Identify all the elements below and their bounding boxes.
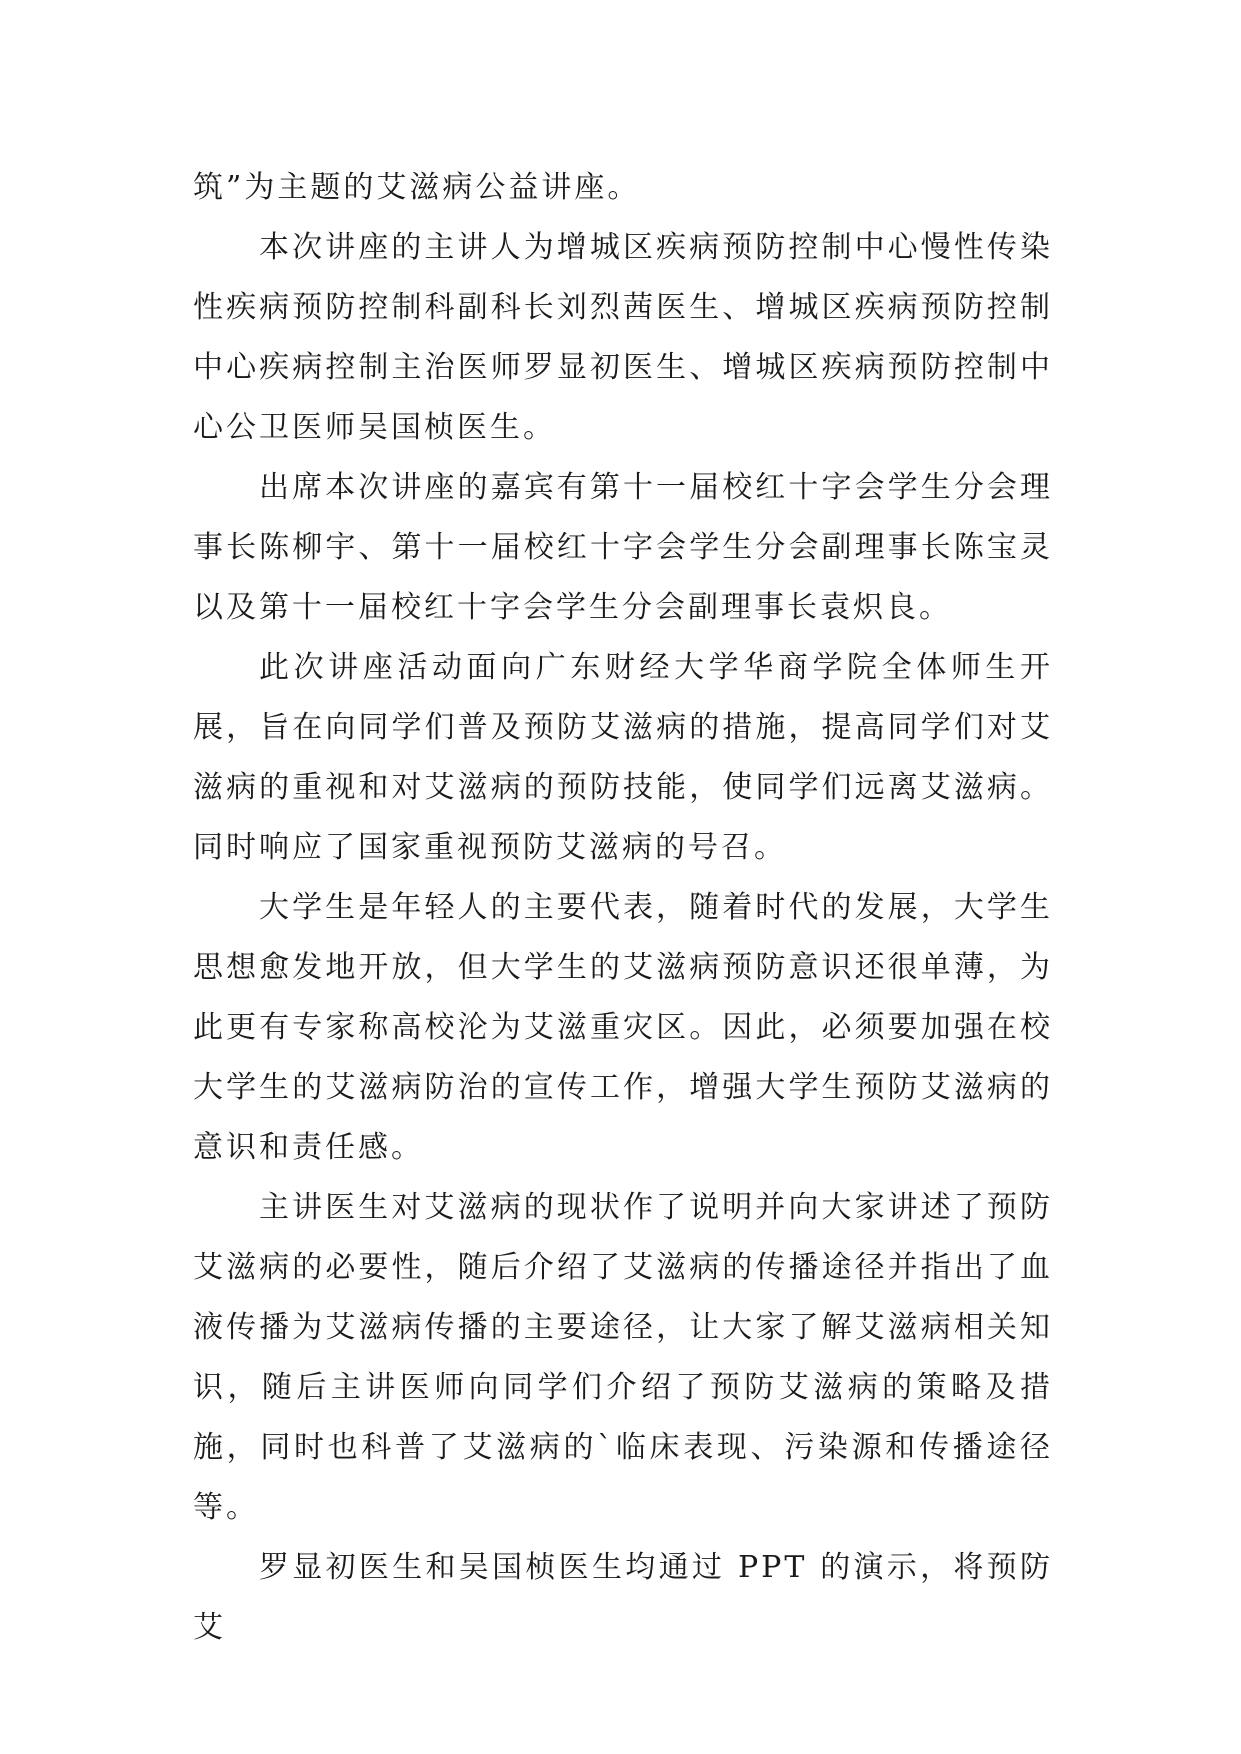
paragraph-5: 大学生是年轻人的主要代表，随着时代的发展，大学生思想愈发地开放，但大学生的艾滋病预防意识还很单薄，为此更有专家称高校沦为艾滋重灾区。因此，必须要加强在校大学生的艾滋病防治的宣传工作，增强大学生预防艾滋病的意识和责任感。 <box>193 890 1053 1165</box>
paragraph-1: 筑”为主题的艾滋病公益讲座。 <box>193 170 641 205</box>
paragraph-2: 本次讲座的主讲人为增城区疾病预防控制中心慢性传染性疾病预防控制科副科长刘烈茜医生、增城区疾病预防控制中心疾病控制主治医师罗显初医生、增城区疾病预防控制中心公卫医师吴国桢医生。 <box>193 230 1053 445</box>
paragraph-7: 罗显初医生和吴国桢医生均通过 PPT 的演示，将预防艾 <box>193 1550 1053 1645</box>
document-body <box>193 158 1053 1658</box>
paragraph-3: 出席本次讲座的嘉宾有第十一届校红十字会学生分会理事长陈柳宇、第十一届校红十字会学生分会副理事长陈宝灵以及第十一届校红十字会学生分会副理事长袁炽良。 <box>193 470 1053 625</box>
paragraph-6: 主讲医生对艾滋病的现状作了说明并向大家讲述了预防艾滋病的必要性，随后介绍了艾滋病的传播途径并指出了血液传播为艾滋病传播的主要途径，让大家了解艾滋病相关知识，随后主讲医师向同学们介绍了预防艾滋病的策略及措施，同时也科普了艾滋病的`临床表现、污染源和传播途径等。 <box>193 1190 1053 1525</box>
paragraph-4: 此次讲座活动面向广东财经大学华商学院全体师生开展，旨在向同学们普及预防艾滋病的措施，提高同学们对艾滋病的重视和对艾滋病的预防技能，使同学们远离艾滋病。同时响应了国家重视预防艾滋病的号召。 <box>193 650 1053 865</box>
